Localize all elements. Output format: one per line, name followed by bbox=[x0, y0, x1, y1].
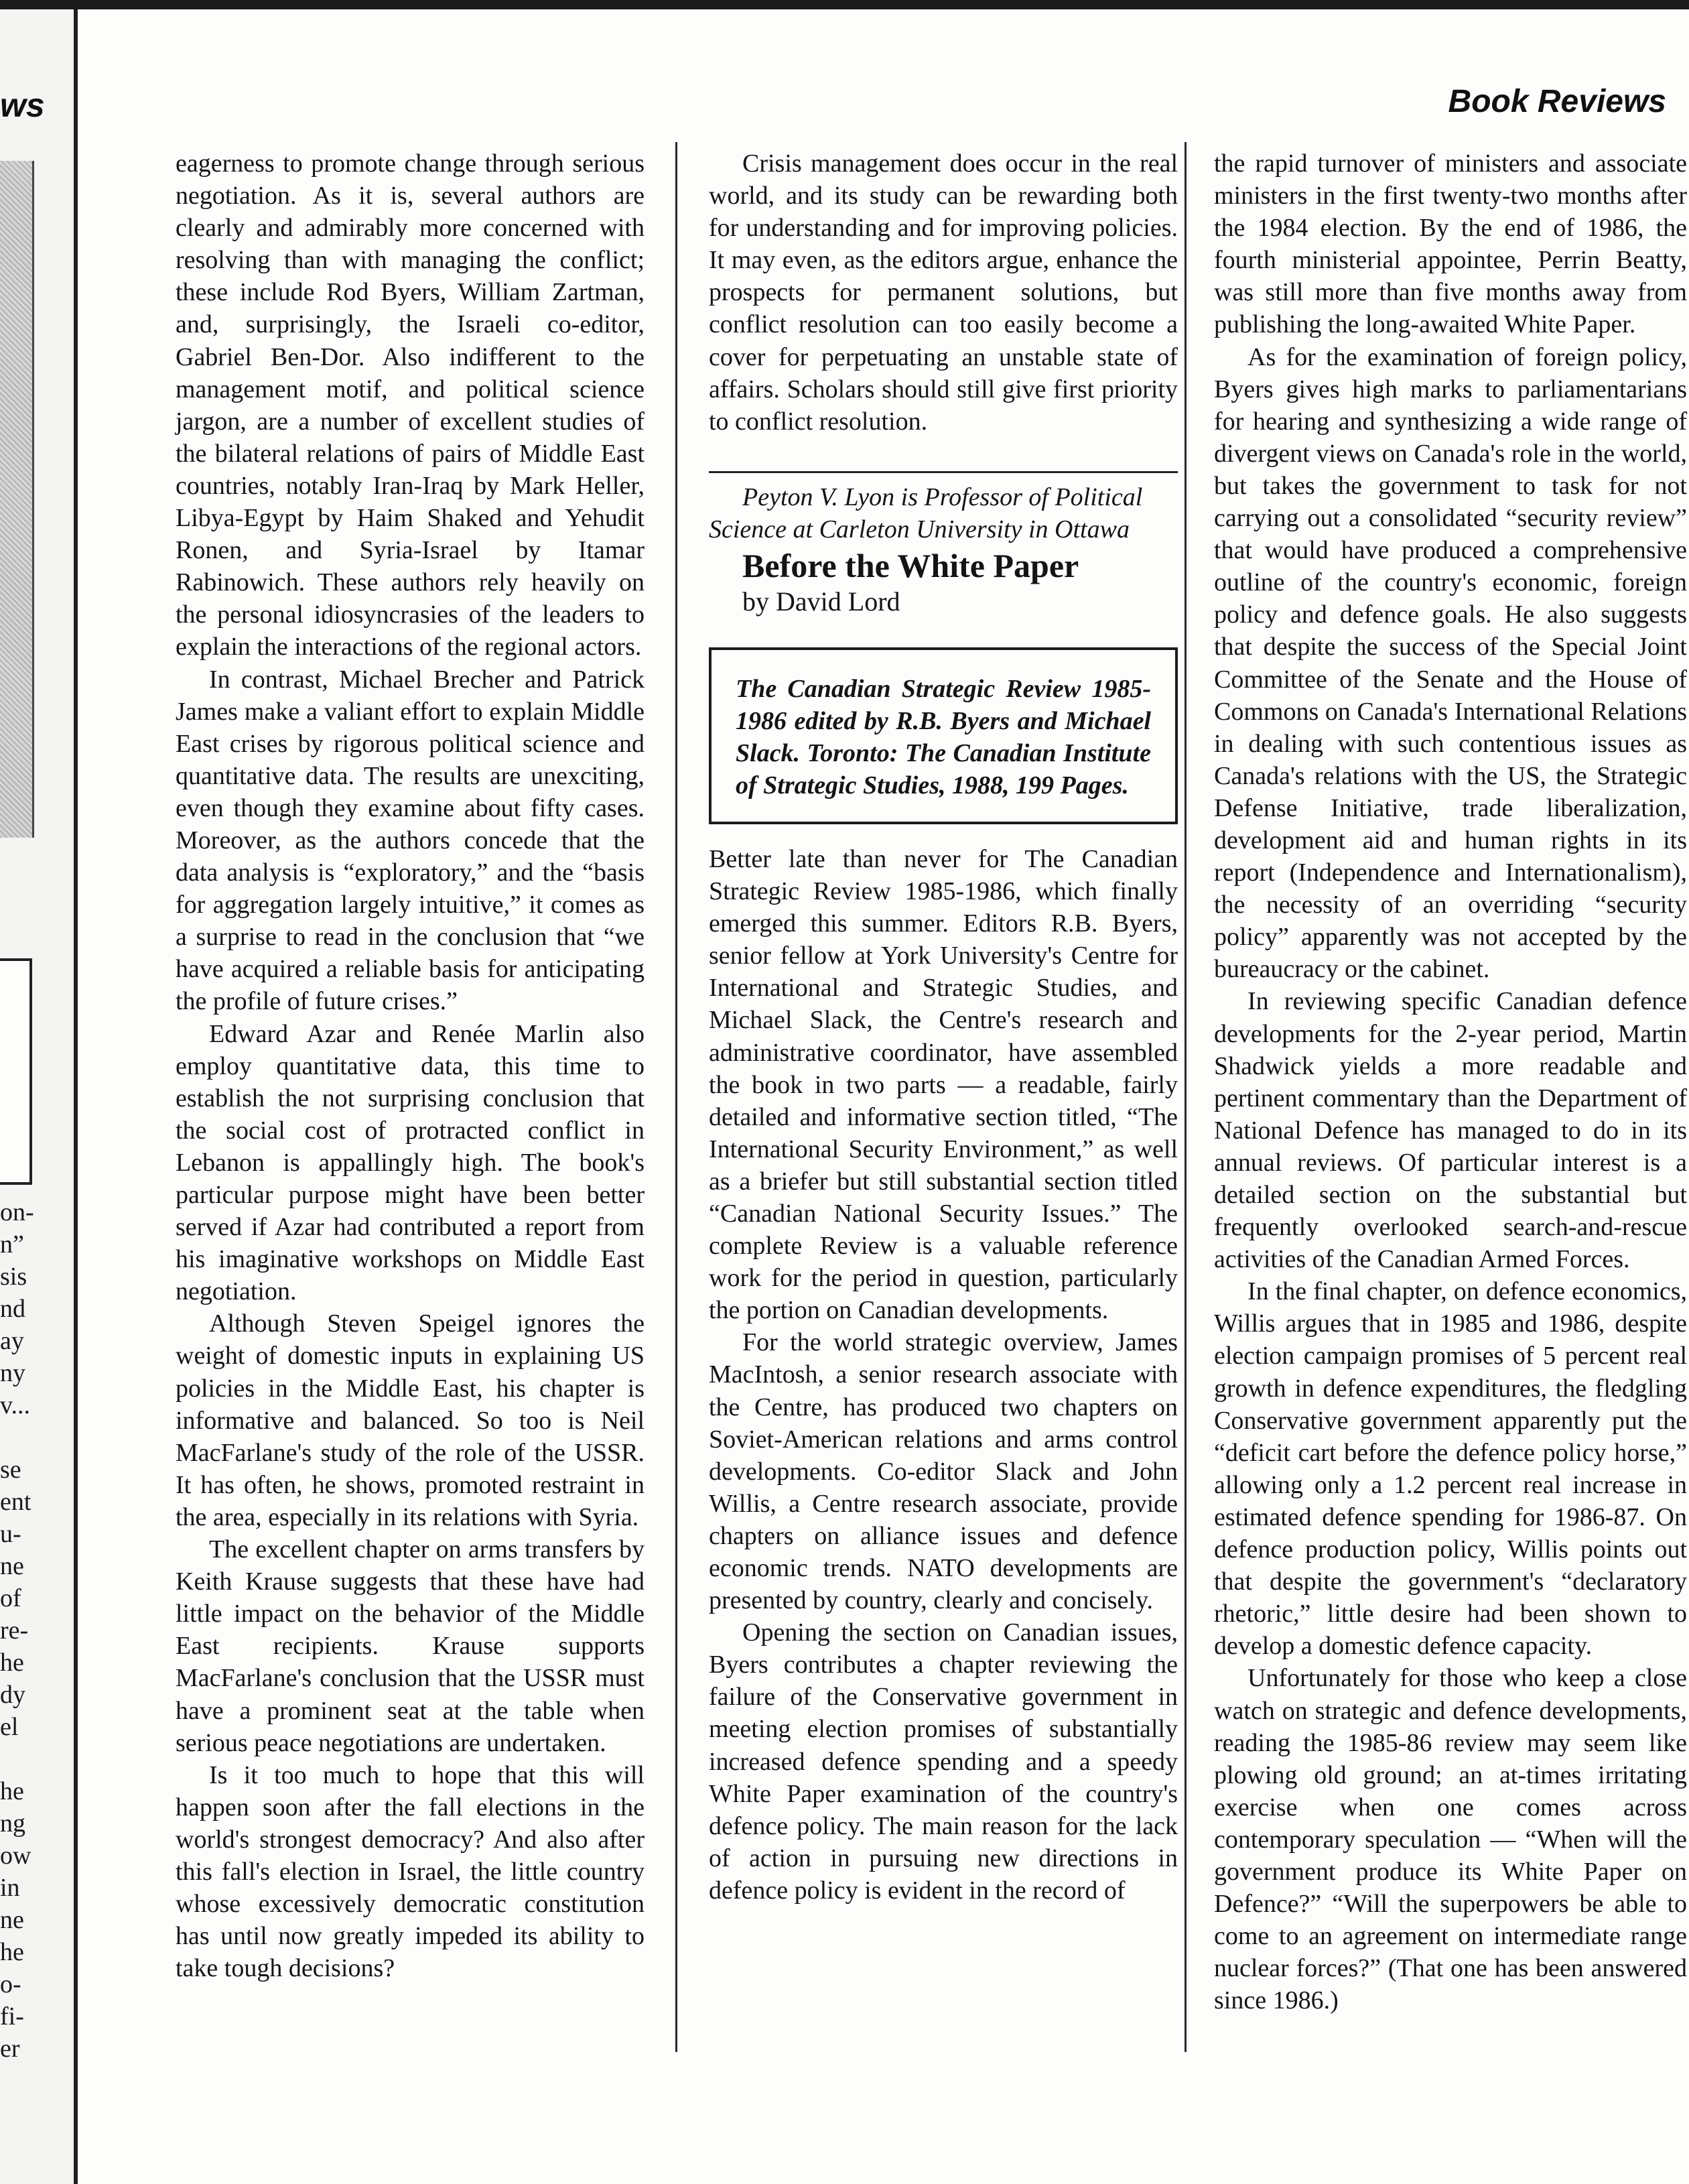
text-fragment: ne bbox=[0, 1552, 24, 1580]
column-rule bbox=[1185, 142, 1187, 2052]
paragraph: eagerness to promote change through serious negotiation. As it is, several authors are clearly and admirably more concerned with resolving than with managing the conflict; these include Rod Byers, William Zartman, and, surprisingly, the Israeli co-editor, Gabriel Ben-Dor. Also indifferent to the management motif, and political science jargon, are a number of excellent studies of the bilateral relations of pairs of Middle East countries, notably Iran-Iraq by Mark Heller, Libya-Egypt by Haim Shaked and Yehudit Ronen, and Syria-Israel by Itamar Rabinowich. These authors rely heavily on the personal idiosyncrasies of the leaders to explain the interactions of the regional actors. bbox=[176, 149, 645, 661]
paragraph: Opening the section on Canadian issues, Byers contributes a chapter reviewing the failure of the Conservative government in meeting election promises of substantially increased defence spending and a speedy White Paper examination of the country's defence policy. The main reason for the lack of action in pursuing new directions in defence policy is evident in the record of bbox=[709, 1618, 1178, 1905]
previous-page-section-label: ws bbox=[0, 86, 45, 124]
text-fragment: of bbox=[0, 1584, 21, 1612]
text-fragment: ne bbox=[0, 1906, 24, 1934]
column-3 bbox=[1214, 147, 1687, 2016]
text-fragment: ny bbox=[0, 1359, 25, 1387]
text-fragment: se bbox=[0, 1456, 21, 1484]
paragraph: the rapid turnover of ministers and associate ministers in the first twenty-two months after the 1984 election. By the end of 1986, the fourth ministerial appointee, Perrin Beatty, was still more than five months away from publishing the long-awaited White Paper. bbox=[1214, 149, 1687, 339]
text-fragment: v... bbox=[0, 1391, 31, 1419]
page-fold-line bbox=[74, 9, 78, 2184]
previous-page-box-fragment bbox=[0, 958, 32, 1185]
paragraph: Crisis management does occur in the real world, and its study can be rewarding both for understanding and for improving policies. It may even, as the editors argue, enhance the prospects for permanent solutions, but conflict resolution can too easily become a cover for perpetuating an unstable state of affairs. Scholars should still give first priority to conflict resolution. bbox=[709, 149, 1178, 436]
top-rule bbox=[0, 0, 1689, 9]
paragraph: Edward Azar and Renée Marlin also employ quantitative data, this time to establish the not surprising conclusion that the social cost of protracted conflict in Lebanon is appallingly high. The book's particular purpose might have been better served if Azar had contributed a report from his imaginative workshops on Middle East negotiation. bbox=[176, 1019, 645, 1306]
paragraph: Unfortunately for those who keep a close watch on strategic and defence developments, reading the 1985-86 review may seem like plowing old ground; an at-times irritating exercise when one comes across contemporary speculation — “When will the government produce its White Paper on Defence?” “Will the superpowers be able to come to an agreement on intermediate range nuclear forces?” (That one has been answered since 1986.) bbox=[1214, 1664, 1687, 2015]
paragraph: For the world strategic overview, James MacIntosh, a senior research associate with the Centre, has produced two chapters on Soviet-American relations and arms control developments. Co-editor Slack and John Willis, a Centre research associate, provide chapters on alliance issues and defence economic trends. NATO developments are presented by country, clearly and concisely. bbox=[709, 1328, 1178, 1615]
paragraph: Although Steven Speigel ignores the weight of domestic inputs in explaining US policies in the Middle East, his chapter is informative and balanced. So too is Neil MacFarlane's study of the role of the USSR. It has often, he shows, promoted restraint in the area, especially in its relations with Syria. bbox=[176, 1309, 645, 1531]
previous-page-image-fragment bbox=[0, 161, 34, 838]
text-fragment: ent bbox=[0, 1488, 31, 1516]
paragraph: The excellent chapter on arms transfers by Keith Krause suggests that these have had little impact on the behavior of the Middle East recipients. Krause supports MacFarlane's conclusion that the USSR must have a prominent seat at the table when serious peace negotiations are undertaken. bbox=[176, 1535, 645, 1757]
review-title: Before the White Paper bbox=[742, 546, 1079, 584]
book-info-box bbox=[709, 647, 1178, 824]
book-info: The Canadian Strategic Review 1985-1986 edited by R.B. Byers and Michael Slack. Toronto: The Canadian Institute of Strategic Studies, 1988, 199 Pages. bbox=[736, 674, 1151, 799]
text-fragment: o- bbox=[0, 1970, 21, 1998]
paragraph: Better late than never for The Canadian Strategic Review 1985-1986, which finally emerged this summer. Editors R.B. Byers, senior fellow at York University's Centre for International and Strategic Studies, and Michael Slack, the Centre's research and administrative coordinator, have assembled the book in two parts — a readable, fairly detailed and informative section titled, “The International Security Environment,” as well as a briefer but still substantial section titled “Canadian National Security Issues.” The complete Review is a valuable reference work for the period in question, particularly the portion on Canadian developments. bbox=[709, 844, 1178, 1325]
bio-rule bbox=[709, 471, 1178, 473]
byline: by David Lord bbox=[742, 586, 900, 617]
paragraph: In the final chapter, on defence economics, Willis argues that in 1985 and 1986, despite election campaign promises of 5 percent real growth in defence expenditures, the fledgling Conservative government apparently put the “deficit cart before the defence policy horse,” allowing only a 1.2 percent real increase in estimated defence spending for 1986-87. On defence production policy, Willis points out that despite the government's “declaratory rhetoric,” little desire had been shown to develop a domestic defence capacity. bbox=[1214, 1277, 1687, 1661]
text-fragment: dy bbox=[0, 1681, 25, 1709]
text-fragment: he bbox=[0, 1938, 24, 1966]
text-fragment: ow bbox=[0, 1842, 31, 1870]
section-label: Book Reviews bbox=[1448, 84, 1666, 119]
author-bio: Peyton V. Lyon is Professor of Political Science at Carleton University in Ottawa bbox=[709, 483, 1143, 543]
column-1 bbox=[176, 147, 645, 1984]
text-fragment: n” bbox=[0, 1230, 24, 1259]
text-fragment: on- bbox=[0, 1198, 34, 1226]
text-fragment: er bbox=[0, 2035, 20, 2063]
text-fragment: u- bbox=[0, 1520, 21, 1548]
column-rule bbox=[675, 142, 677, 2052]
text-fragment: he bbox=[0, 1777, 24, 1805]
text-fragment: el bbox=[0, 1713, 19, 1741]
column-2 bbox=[709, 147, 1178, 1907]
text-fragment: ay bbox=[0, 1327, 24, 1355]
paragraph: In reviewing specific Canadian defence developments for the 2-year period, Martin Shadwick yields a more readable and pertinent commentary than the Department of National Defence has managed to do in its annual reviews. Of particular interest is a detailed section on the substantial but frequently overlooked search-and-rescue activities of the Canadian Armed Forces. bbox=[1214, 987, 1687, 1274]
text-fragment: nd bbox=[0, 1295, 25, 1323]
text-fragment: in bbox=[0, 1874, 20, 1902]
text-fragment: he bbox=[0, 1649, 24, 1677]
text-fragment: sis bbox=[0, 1263, 27, 1291]
text-fragment: re- bbox=[0, 1616, 29, 1645]
text-fragment: fi- bbox=[0, 2002, 24, 2031]
text-fragment: ng bbox=[0, 1809, 25, 1838]
paragraph: Is it too much to hope that this will happen soon after the fall elections in the world's strongest democracy? And also after this fall's election in Israel, the little country whose excessively democratic constitution has until now greatly impeded its ability to take tough decisions? bbox=[176, 1760, 645, 1983]
paragraph: As for the examination of foreign policy, Byers gives high marks to parliamentarians for hearing and synthesizing a wide range of divergent views on Canada's role in the world, but takes the government to task for not carrying out a consolidated “security review” that would have produced a comprehensive outline of the country's economic, foreign policy and defence goals. He also suggests that despite the success of the Special Joint Committee of the Senate and the House of Commons on Canada's International Relations in dealing with such contentious issues as Canada's relations with the US, the Strategic Defense Initiative, trade liberalization, development aid and human rights in its report (Independence and Internationalism), the necessity of an overriding “security policy” apparently was not accepted by the bureaucracy or the cabinet. bbox=[1214, 342, 1687, 984]
paragraph: In contrast, Michael Brecher and Patrick James make a valiant effort to explain Middle East crises by rigorous political science and quantitative data. The results are unexciting, even though they examine about fifty cases. Moreover, as the authors concede that the data analysis is “exploratory,” and the “basis for aggregation largely intuitive,” it comes as a surprise to read in the conclusion that “we have acquired a reliable basis for anticipating the profile of future crises.” bbox=[176, 665, 645, 1016]
